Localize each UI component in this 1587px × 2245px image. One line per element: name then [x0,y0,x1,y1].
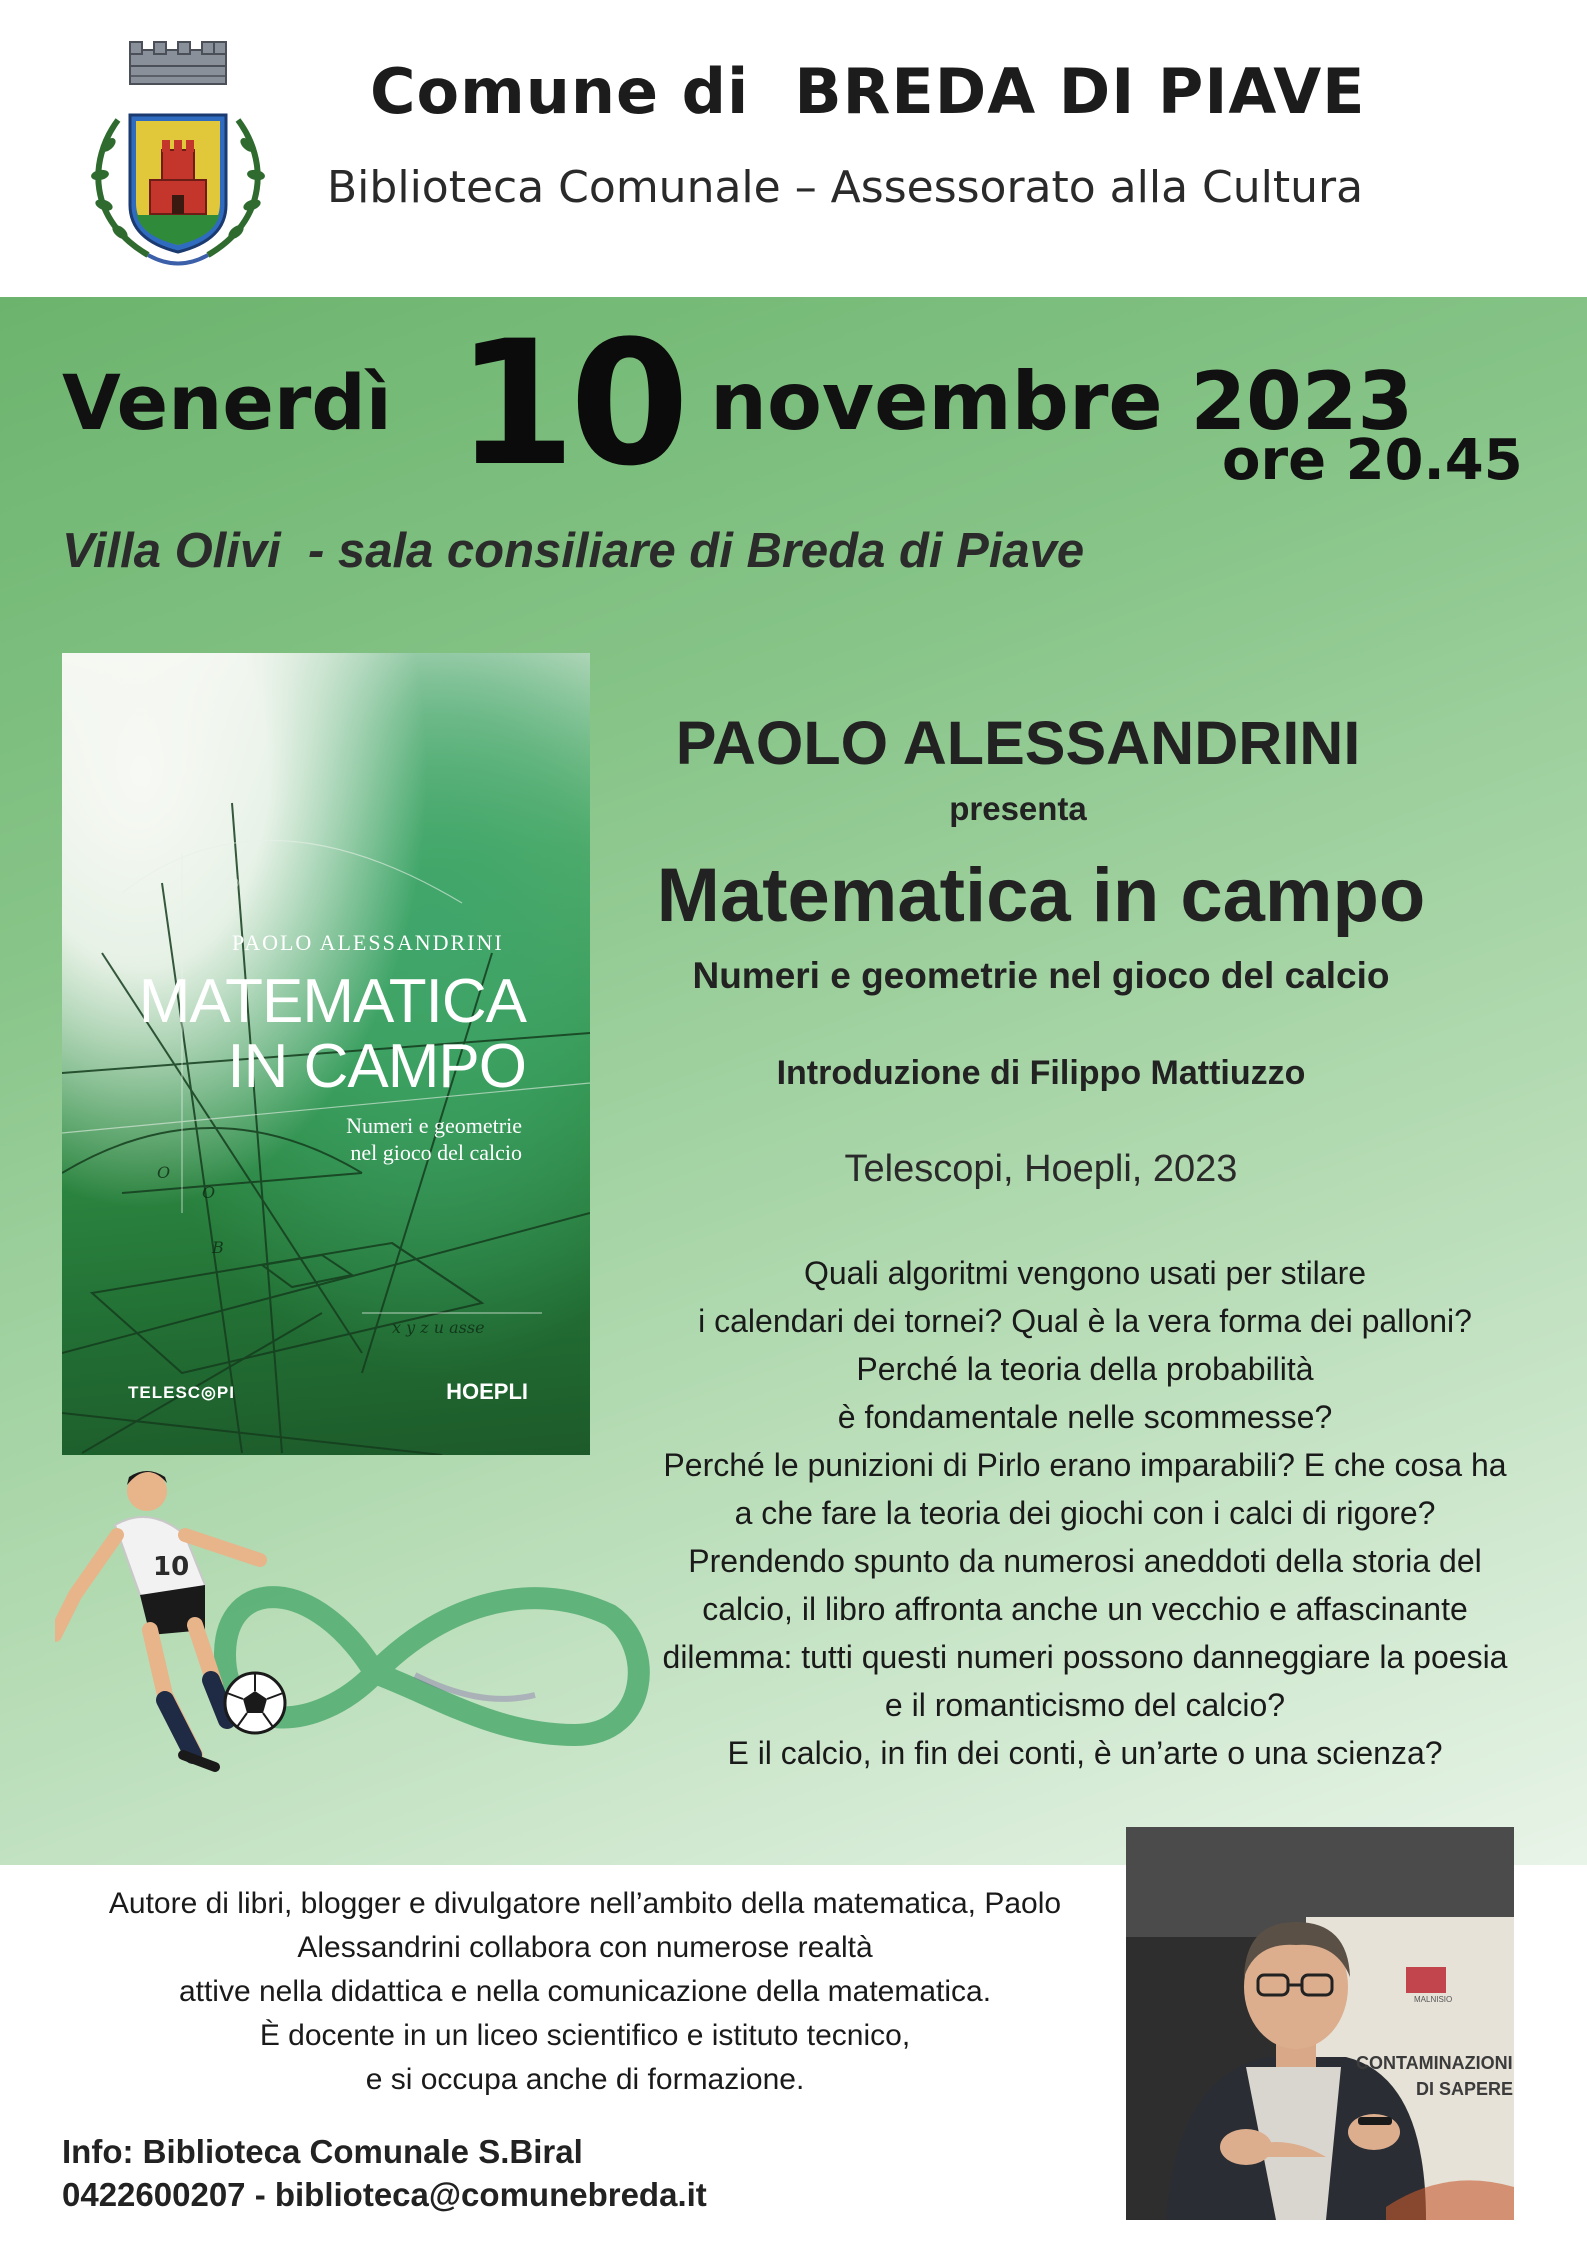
book-cover-image [62,653,590,1455]
photo-banner-line-1: CONTAMINAZIONI [1356,2053,1513,2073]
photo-banner-line-2: DI SAPERE [1416,2079,1514,2099]
author-photo-drawing [1126,1827,1514,2220]
blurb-line: e il romanticismo del calcio? [884,1687,1286,1723]
book-introduction: Introduzione di Filippo Mattiuzzo [776,1054,1306,1092]
bio-line: Autore di libri, blogger e divulgatore nell’ambito della matematica, Paolo [108,1887,1062,1920]
svg-text:O: O [202,1183,216,1202]
series-logo: TELESC◎PI [128,1383,235,1402]
coat-of-arms-icon [78,40,278,280]
blurb-line: E il calcio, in fin dei conti, è un’arte o una scienza? [727,1735,1443,1771]
info-library: Info: Biblioteca Comunale S.Biral [62,2133,583,2170]
svg-text:x y z u asse: x y z u asse [392,1318,485,1337]
photo-sponsor-logo: MALNISIO [1414,1995,1453,2004]
infinity-icon [225,1597,639,1735]
blurb-line: Perché le punizioni di Pirlo erano imparabili? E che cosa ha [663,1447,1507,1483]
soccer-ball-icon [225,1673,285,1733]
event-venue: Villa Olivi - sala consiliare di Breda di Piave [62,524,1085,578]
municipality-subtitle: Biblioteca Comunale – Assessorato alla Cultura [327,162,1364,213]
publisher-logo: HOEPLI [446,1379,528,1404]
info-contact[interactable]: 0422600207 - biblioteca@comunebreda.it [62,2176,707,2213]
event-time: ore 20.45 [1222,428,1523,493]
book-blurb [620,1249,1550,1777]
cover-subtitle-line-1: Numeri e geometrie [346,1113,522,1138]
presenter-name: PAOLO ALESSANDRINI [675,709,1361,777]
blurb-line: calcio, il libro affronta anche un vecchio e affascinante [702,1591,1468,1627]
blurb-line: Quali algoritmi vengono usati per stilare [803,1255,1367,1291]
blurb-line: dilemma: tutti questi numeri possono danneggiare la poesia [662,1639,1508,1675]
blurb-line: a che fare la teoria dei giochi con i calci di rigore? [734,1495,1436,1531]
bio-line: e si occupa anche di formazione. [365,2063,805,2096]
cover-title-line-1: MATEMATICA [138,967,526,1036]
blurb-line: è fondamentale nelle scommesse? [837,1399,1333,1435]
event-day-number: 10 [456,303,684,504]
presents-label: presenta [949,790,1087,827]
bio-line: attive nella didattica e nella comunicazione della matematica. [178,1975,992,2008]
bio-line: È docente in un liceo scientifico e istituto tecnico, [259,2019,911,2052]
event-day-name: Venerdì [62,358,392,447]
bio-line: Alessandrini collabora con numerose realtà [297,1931,873,1964]
blurb-line: Perché la teoria della probabilità [856,1351,1314,1387]
author-bio [40,1882,1130,2102]
author-photo [1126,1827,1514,2220]
football-illustration [55,1455,655,1795]
header [0,0,1587,297]
cover-title-line-2: IN CAMPO [227,1032,526,1101]
event-month-year: novembre 2023 [710,355,1414,448]
blurb-line: Prendendo spunto da numerosi aneddoti della storia del [688,1543,1482,1579]
book-subtitle: Numeri e geometrie nel gioco del calcio [692,955,1390,996]
cover-author: PAOLO ALESSANDRINI [232,930,504,955]
municipality-title: Comune di BREDA DI PIAVE [370,55,1366,128]
svg-text:10: 10 [153,1552,190,1582]
book-title: Matematica in campo [656,853,1426,938]
cover-subtitle-line-2: nel gioco del calcio [350,1140,522,1165]
svg-text:B: B [212,1238,224,1257]
book-publisher: Telescopi, Hoepli, 2023 [844,1148,1238,1190]
blurb-line: i calendari dei tornei? Qual è la vera forma dei palloni? [698,1303,1472,1339]
svg-text:O: O [157,1163,171,1182]
